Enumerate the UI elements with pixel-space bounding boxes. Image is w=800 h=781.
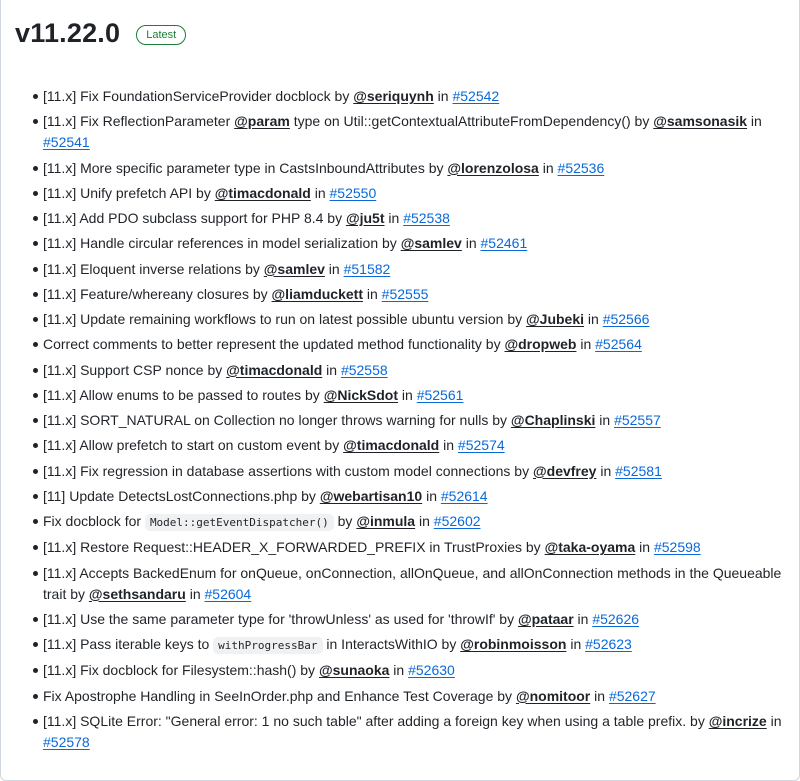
note-text: [11.x] More specific parameter type in CastsInboundAttributes by [43,159,448,176]
release-note-item [15,385,785,406]
note-text: [11.x] Fix FoundationServiceProvider docblock by [43,88,354,104]
pull-request-link[interactable]: #52557 [614,412,661,428]
note-text: [11.x] Pass iterable keys to [43,636,214,652]
pull-request-link[interactable]: #52630 [408,662,455,679]
note-text: in [322,361,341,378]
author-link[interactable]: @samsonasik [653,113,748,130]
note-text: Correct comments to better represent the updated method functionality by [43,336,505,353]
pull-request-link[interactable]: #52627 [608,687,656,704]
note-text: [11.x] Fix docblock for Filesystem::hash() by [43,662,319,679]
note-text: in [573,610,593,627]
note-text: in [595,412,615,428]
pull-request-link[interactable]: #52542 [452,88,500,104]
author-link[interactable]: @dropweb [504,336,577,353]
note-text: in [415,513,434,529]
author-link[interactable]: @devfrey [532,462,597,479]
note-text: in [389,662,409,679]
author-link[interactable]: @webartisan10 [319,487,423,504]
pull-request-link[interactable]: #52536 [557,159,605,176]
note-text: [11.x] Handle circular references in model serialization by [43,235,401,252]
note-text: in [747,113,762,130]
note-text: in [766,712,782,729]
note-text: in [384,210,404,226]
note-text: in [398,386,417,403]
release-note-item [15,609,785,630]
note-text: in InteractsWithIO by [322,636,461,652]
author-link[interactable]: @pataar [517,610,574,627]
note-text: in [538,159,558,176]
author-link[interactable]: @timacdonald [214,184,311,201]
note-text: [11.x] Fix ReflectionParameter [43,113,235,130]
author-link[interactable]: @samlev [263,260,325,277]
author-link[interactable]: @sethsandaru [88,585,186,602]
inline-code: Model::getEventDispatcher() [145,514,334,531]
note-text: [11.x] Allow enums to be passed to routes by [43,386,324,403]
note-text: [11.x] Use the same parameter type for 'throwUnless' as used for 'throwIf' by [43,610,518,627]
note-text: in [324,260,344,277]
pull-request-link[interactable]: #52558 [340,361,388,378]
note-text: in [590,687,609,704]
note-text: in [596,462,616,479]
release-note-item [15,435,785,456]
author-link[interactable]: @samlev [400,235,462,252]
pull-request-link[interactable]: #52598 [653,539,701,556]
note-text: in [584,311,603,327]
release-note-item [15,111,785,153]
pull-request-link[interactable]: #52550 [329,184,377,201]
author-link[interactable]: @timacdonald [343,437,440,454]
note-text: in [433,88,453,104]
release-note-item [15,309,785,330]
note-text: [11.x] Allow prefetch to start on custom event by [43,437,344,454]
release-note-item [15,634,785,656]
note-text: [11.x] SORT_NATURAL on Collection no longer throws warning for nulls by [43,412,511,428]
release-note-item [15,233,785,254]
release-note-item [15,537,785,558]
note-text: [11.x] Fix regression in database assertions with custom model connections by [43,462,533,479]
release-note-item [15,711,785,753]
note-text: type on Util::getContextualAttributeFromDependency() by [289,113,654,130]
author-link[interactable]: @nomitoor [515,687,591,704]
release-note-item [15,563,785,605]
note-text: in [362,285,382,302]
note-text: in [422,487,441,504]
note-text: Fix Apostrophe Handling in SeeInOrder.php and Enhance Test Coverage by [43,687,516,704]
note-text: [11.x] Restore Request::HEADER_X_FORWARDED_PREFIX in TrustProxies by [43,539,545,556]
note-text: in [185,585,205,602]
pull-request-link[interactable]: #52578 [43,733,90,750]
latest-badge: Latest [136,25,186,45]
pull-request-link[interactable]: #52614 [440,487,488,504]
release-note-item [15,660,785,681]
pull-request-link[interactable]: #52604 [204,585,252,602]
author-link[interactable]: @lorenzolosa [447,159,539,176]
release-note-item [15,259,785,280]
release-note-item [15,511,785,533]
release-note-item [15,158,785,179]
release-note-item [15,284,785,305]
author-link[interactable]: @incrize [708,712,767,729]
inline-code: withProgressBar [213,637,322,654]
release-note-item [15,208,785,229]
release-notes-list [15,86,785,757]
note-text: [11.x] SQLite Error: "General error: 1 no such table" after adding a foreign key when using a table prefix. by [43,712,709,729]
pull-request-link[interactable]: #52461 [480,235,528,252]
release-note-item [15,360,785,381]
note-text: in [439,437,458,454]
pull-request-link[interactable]: #52564 [595,336,642,353]
pull-request-link[interactable]: #52541 [43,134,90,151]
pull-request-link[interactable]: #52555 [381,285,429,302]
release-note-item [15,183,785,204]
note-text: [11.x] Support CSP nonce by [43,361,227,378]
pull-request-link[interactable]: #52623 [585,636,632,652]
release-note-item [15,334,785,355]
note-text: [11.x] Update remaining workflows to run on latest possible ubuntu version by [43,311,526,327]
note-text: [11.x] Eloquent inverse relations by [43,260,264,277]
note-text: Fix docblock for [43,513,145,529]
release-version-title[interactable]: v11.22.0 [15,18,121,48]
pull-request-link[interactable]: #52561 [416,386,464,403]
author-link[interactable]: @liamduckett [271,285,363,302]
author-link[interactable]: @timacdonald [226,361,323,378]
pull-request-link[interactable]: #52574 [457,437,505,454]
note-text: in [576,336,596,353]
release-note-item [15,486,785,507]
author-link[interactable]: @Chaplinski [510,412,596,428]
note-text: [11.x] Accepts BackedEnum for onQueue, onConnection, allOnQueue, and allOnConnection methods in the Queueable trait by [43,564,782,602]
note-text: [11.x] Unify prefetch API by [43,184,215,201]
pull-request-link[interactable]: #52626 [592,610,640,627]
release-header [15,18,186,49]
author-link[interactable]: @ju5t [345,210,385,226]
release-note-item [15,410,785,431]
pull-request-link[interactable]: #52538 [403,210,450,226]
release-note-item [15,686,785,707]
author-link[interactable]: @seriquynh [353,88,434,104]
note-text: in [635,539,654,556]
author-link[interactable]: @sunaoka [318,662,390,679]
pull-request-link[interactable]: #52581 [615,462,662,479]
release-note-item [15,86,785,107]
pull-request-link[interactable]: #51582 [343,260,391,277]
author-link[interactable]: @inmula [356,513,416,529]
user-mention-link[interactable]: @param [234,113,290,130]
author-link[interactable]: @NickSdot [323,386,399,403]
pull-request-link[interactable]: #52602 [433,513,481,529]
note-text: in [461,235,481,252]
author-link[interactable]: @robinmoisson [460,636,567,652]
note-text: [11] Update DetectsLostConnections.php by [43,487,320,504]
note-text: by [333,513,357,529]
note-text: in [310,184,330,201]
note-text: [11.x] Add PDO subclass support for PHP 8.4 by [43,210,346,226]
release-note-item [15,461,785,482]
note-text: [11.x] Feature/whereany closures by [43,285,272,302]
author-link[interactable]: @taka-oyama [544,539,636,556]
pull-request-link[interactable]: #52566 [602,311,650,327]
author-link[interactable]: @Jubeki [526,311,585,327]
note-text: in [566,636,586,652]
